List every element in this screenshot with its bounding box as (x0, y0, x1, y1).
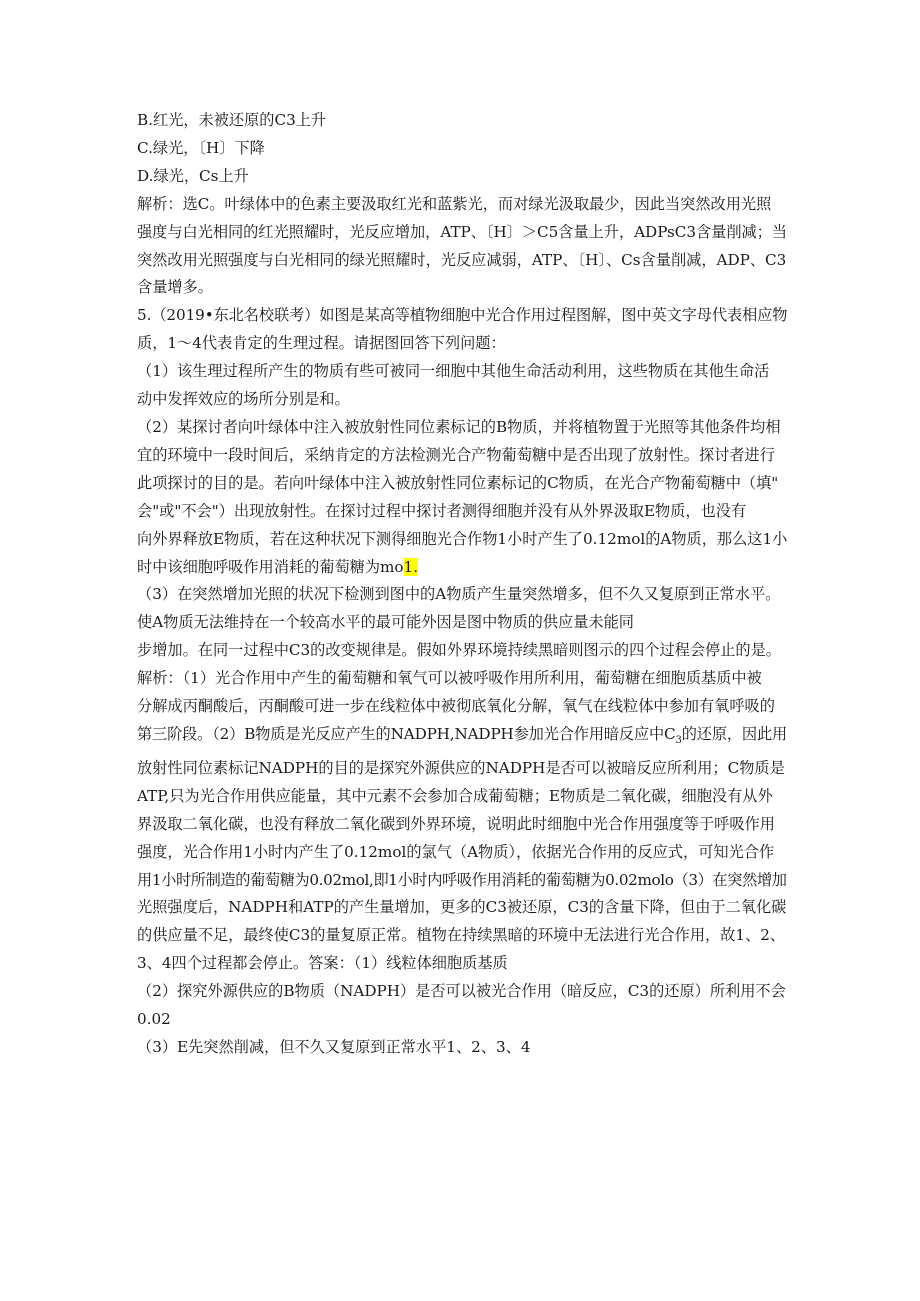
q5-part2-line-6 (137, 554, 787, 582)
question5-line-1: 5.（2019•东北名校联考）如图是某高等植物细胞中光合作用过程图解，图中英文字母代表相应物 (137, 306, 788, 325)
solution-line-3-tail: 的还原，因此用 (681, 724, 788, 743)
highlighted-text: 1. (403, 557, 419, 576)
solution-line-9: 光照强度后，NADPH和ATP的产生量增加，更多的C3被还原，C3的含量下降，但由于二氧化碳 (137, 898, 787, 917)
answer-line-1: 3、4四个过程都会停止。答案：（1）线粒体细胞质基质 (137, 954, 508, 973)
question5-line-2: 质，1～4代表肯定的生理过程。请据图回答下列问题： (137, 334, 506, 353)
solution-line-4: 放射性同位素标记NADPH的目的是探究外源供应的NADPH是否可以被暗反应所利用；C物质是 (137, 758, 785, 777)
q5-part2-line-4: 会"或"不会"）出现放射性。在探讨过程中探讨者测得细胞并没有从外界汲取E物质，也没有 (137, 501, 747, 520)
q5-part2-line-1: （2）某探讨者向叶绿体中注入被放射性同位素标记的B物质，并将植物置于光照等其他条件均相 (137, 417, 781, 436)
solution-line-1: 解析：（1）光合作用中产生的葡萄糖和氧气可以被呼吸作用所利用，葡萄糖在细胞质基质中被 (137, 669, 762, 688)
q5-part2-line-5: 向外界释放E物质，若在这种状况下测得细胞光合作物1小时产生了0.12mol的A物质，那么这1小 (137, 529, 788, 548)
solution-line-2: 分解成丙酮酸后，丙酮酸可进一步在线粒体中被彻底氧化分解，氧气在线粒体中参加有氧呼吸的 (137, 697, 775, 716)
document-body (137, 107, 787, 1062)
analysis-line-2: 强度与白光相同的红光照耀时，光反应增加，ATP、〔H〕＞C5含量上升，ADPsC3含量削减；当 (137, 222, 788, 241)
q5-part2-line-2: 宜的环境中一段时间后，采纳肯定的方法检测光合产物葡萄糖中是否出现了放射性。探讨者进行 (137, 445, 775, 464)
q5-part1-line-1: （1）该生理过程所产生的物质有些可被同一细胞中其他生命活动利用，这些物质在其他生命活 (137, 362, 770, 381)
subscript-3: 3 (675, 734, 682, 746)
solution-line-8: 用1小时所制造的葡萄糖为0.02mol,即1小时内呼吸作用消耗的葡萄糖为0.02molo（3）在突然增加 (137, 870, 787, 889)
option-d: D.绿光，Cs上升 (137, 166, 249, 185)
q5-part2-line-6-text: 时中该细胞呼吸作用消耗的葡萄糖为mo (137, 557, 404, 576)
analysis-line-4: 含量增多。 (137, 278, 213, 297)
q5-part1-line-2: 动中发挥效应的场所分别是和。 (137, 390, 350, 409)
answer-line-2: （2）探究外源供应的B物质（NADPH）是否可以被光合作用（暗反应，C3的还原）所利用不会 (137, 982, 786, 1001)
solution-line-3 (137, 721, 787, 755)
answer-line-4: （3）E先突然削减，但不久又复原到正常水平1、2、3、4 (137, 1037, 531, 1056)
analysis-line-1: 解析：选C。叶绿体中的色素主要汲取红光和蓝紫光，而对绿光汲取最少，因此当突然改用光照 (137, 194, 772, 213)
answer-line-3: 0.02 (137, 1010, 171, 1029)
q5-part3-line-1: （3）在突然增加光照的状况下检测到图中的A物质产生量突然增多，但不久又复原到正常水平。 (137, 585, 781, 604)
solution-line-3-text: 第三阶段。（2）B物质是光反应产生的NADPH,NADPH参加光合作用暗反应中C (137, 724, 676, 743)
q5-part2-line-3: 此项探讨的目的是。若向叶绿体中注入被放射性同位素标记的C物质，在光合产物葡萄糖中（填" (137, 473, 779, 492)
q5-part3-line-2: 使A物质无法维持在一个较高水平的最可能外因是图中物质的供应量未能同 (137, 613, 634, 632)
solution-line-10: 的供应量不足，最终使C3的量复原正常。植物在持续黑暗的环境中无法进行光合作用，故1、2、 (137, 926, 786, 945)
solution-line-7: 强度，光合作用1小时内产生了0.12mol的氯气（A物质），依据光合作用的反应式，可知光合作 (137, 842, 775, 861)
option-c: C.绿光，〔H〕下降 (137, 138, 265, 157)
solution-line-6: 界汲取二氧化碳，也没有释放二氧化碳到外界环境，说明此时细胞中光合作用强度等于呼吸作用 (137, 814, 775, 833)
solution-line-5: ATP,只为光合作用供应能量，其中元素不会参加合成葡萄糖；E物质是二氧化碳，细胞没有从外 (137, 786, 773, 805)
q5-part3-line-3: 步增加。在同一过程中C3的改变规律是。假如外界环境持续黑暗则图示的四个过程会停止的是。 (137, 641, 781, 660)
analysis-line-3: 突然改用光照强度与白光相同的绿光照耀时，光反应减弱，ATP、〔H〕、Cs含量削减，ADP、C3 (137, 250, 787, 269)
option-b: B.红光，未被还原的C3上升 (137, 111, 327, 129)
